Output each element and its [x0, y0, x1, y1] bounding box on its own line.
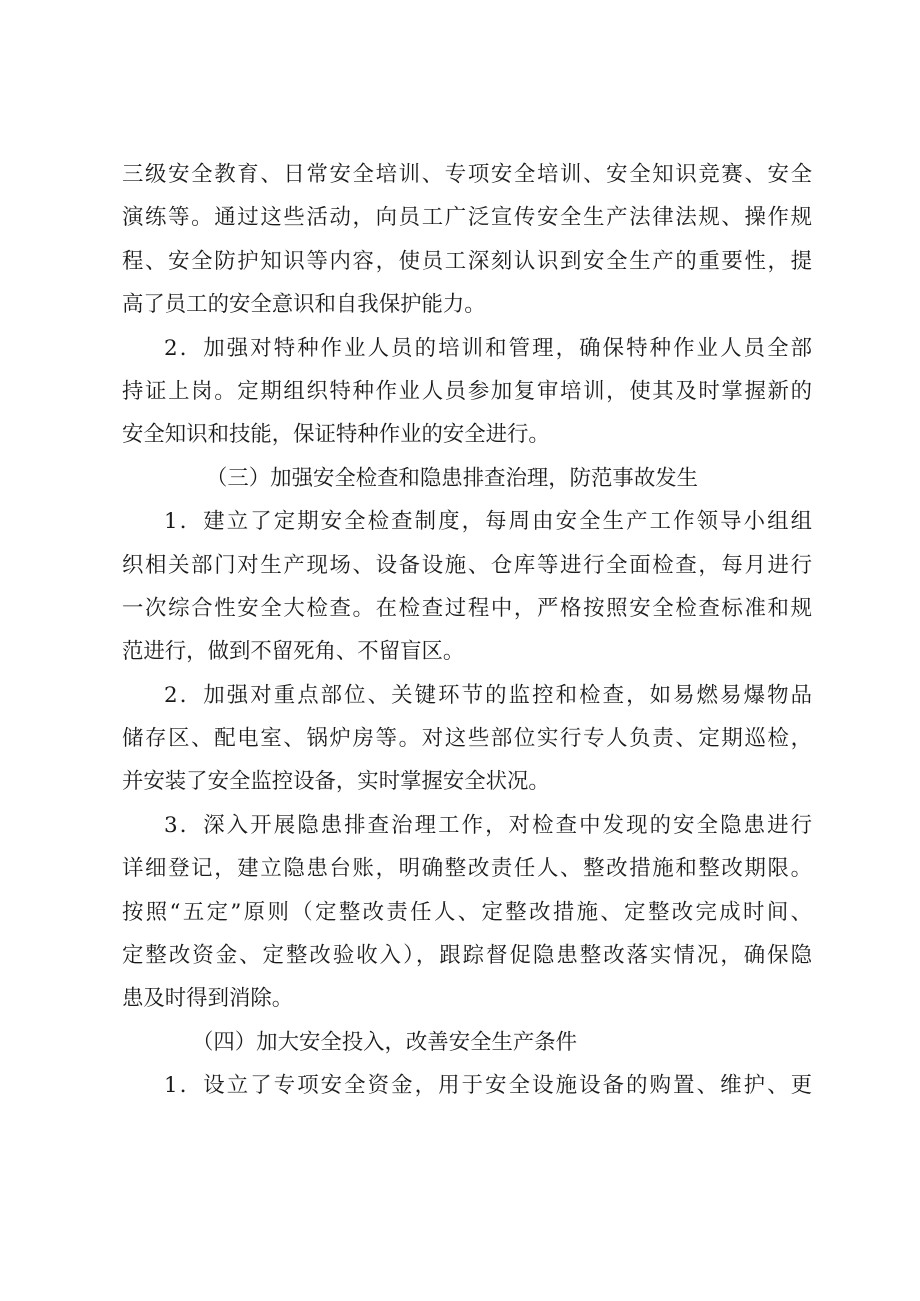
body-text-line: 织相关部门对生产现场、设备设施、仓库等进行全面检查，每月进行 [122, 552, 812, 578]
list-item-line: 1．建立了定期安全检查制度，每周由安全生产工作领导小组组 [164, 509, 812, 535]
list-item-line: 1．设立了专项安全资金，用于安全设施设备的购置、维护、更 [164, 1073, 812, 1099]
body-text-line: 高了员工的安全意识和自我保护能力。 [122, 292, 486, 318]
body-text-line: 并安装了安全监控设备，实时掌握安全状况。 [122, 769, 550, 795]
section-heading: （四）加大安全投入，改善安全生产条件 [192, 1029, 578, 1055]
body-text-line: 定整改资金、定整改验收入），跟踪督促隐患整改落实情况，确保隐 [122, 943, 812, 969]
body-text-line: 患及时得到消除。 [122, 986, 294, 1012]
list-item-line: 2．加强对特种作业人员的培训和管理，确保特种作业人员全部 [164, 335, 812, 361]
document-page [122, 153, 812, 1108]
body-text-line: 详细登记，建立隐患台账，明确整改责任人、整改措施和整改期限。 [122, 856, 812, 882]
body-text-line: 一次综合性安全大检查。在检查过程中，严格按照安全检查标准和规 [122, 595, 812, 621]
section-heading: （三）加强安全检查和隐患排查治理，防范事故发生 [206, 465, 698, 491]
list-item-line: 2．加强对重点部位、关键环节的监控和检查，如易燃易爆物品 [164, 682, 812, 708]
body-text-line: 持证上岗。定期组织特种作业人员参加复审培训，使其及时掌握新的 [122, 378, 812, 404]
body-text-line: 演练等。通过这些活动，向员工广泛宣传安全生产法律法规、操作规 [122, 205, 812, 231]
body-text-line: 范进行，做到不留死角、不留盲区。 [122, 639, 465, 665]
body-text-line: 程、安全防护知识等内容，使员工深刻认识到安全生产的重要性，提 [122, 248, 812, 274]
body-text-line: 储存区、配电室、锅炉房等。对这些部位实行专人负责、定期巡检， [122, 726, 812, 752]
list-item-line: 3．深入开展隐患排查治理工作，对检查中发现的安全隐患进行 [164, 812, 812, 838]
body-text-line: 三级安全教育、日常安全培训、专项安全培训、安全知识竞赛、安全 [122, 162, 812, 187]
body-text-line: 安全知识和技能，保证特种作业的安全进行。 [122, 422, 550, 448]
body-text-line: 按照“五定”原则（定整改责任人、定整改措施、定整改完成时间、 [122, 899, 812, 925]
